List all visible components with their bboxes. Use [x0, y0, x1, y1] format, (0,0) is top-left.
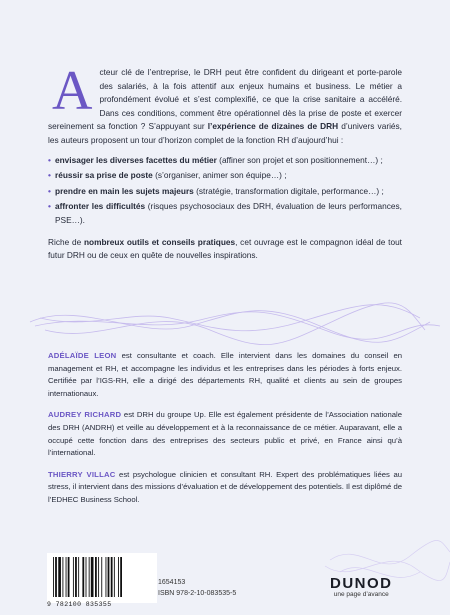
closing-paragraph [48, 236, 402, 263]
dropcap-letter: A [52, 60, 93, 122]
intro-end: d’univers variés, les auteurs proposent un tour d’horizon complet de la fonction RH d’aujourd’hui : [48, 121, 402, 145]
author-name: AUDREY RICHARD [48, 410, 122, 420]
description-text [48, 60, 402, 269]
product-codes [158, 577, 236, 599]
author-description: est consultante et coach. Elle intervient dans les domaines du conseil en management et RH, et accompagne les individus et les entreprises dans les périodes à forts enjeux. Certifiée par l’IGS-RH, elle a dirigé des départements RH, qualité et clients au sein de groupes internationaux. [48, 351, 402, 398]
author-bio [48, 409, 402, 459]
bullet-icon: • [48, 154, 51, 165]
author-bios [48, 350, 402, 516]
intro-paragraph [48, 60, 402, 148]
author-name: THIERRY VILLAC [48, 469, 116, 479]
bullet-icon: • [48, 185, 51, 196]
reference-code: 1654153 [158, 579, 186, 586]
closing-bold: nombreux outils et conseils pratiques [83, 236, 236, 247]
list-item-text: (risques psychosociaux des DRH, évaluation de leurs performances, PSE…). [55, 201, 402, 225]
list-item-bold: envisager les diverses facettes du métier [55, 154, 217, 165]
list-item [48, 185, 402, 199]
topics-list [48, 154, 402, 228]
publisher-name: DUNOD [330, 575, 393, 592]
list-item-text: (stratégie, transformation digitale, performance…) ; [193, 185, 384, 196]
list-item [48, 169, 402, 183]
intro-bold: l’expérience de dizaines de DRH [207, 121, 339, 132]
list-item [48, 154, 402, 168]
list-item-bold: réussir sa prise de poste [55, 170, 153, 181]
closing-end: , cet ouvrage est le compagnon idéal de tout futur DRH ou de ceux en quête de nouvelles inspirations. [48, 236, 402, 261]
list-item-text: (s’organiser, animer son équipe…) ; [152, 170, 287, 181]
bullet-icon: • [48, 170, 51, 181]
author-name: ADÉLAÏDE LEON [48, 351, 117, 360]
list-item-bold: prendre en main les sujets majeurs [55, 185, 194, 196]
author-description: est psychologue clinicien et consultant RH. Expert des problématiques liées au stress, il intervient dans des missions d’évaluation et de développement des potentiels. Il est diplômé de l’EDHEC Business School. [48, 469, 402, 504]
publisher-logo [330, 575, 393, 598]
list-item-text: (affiner son projet et son positionnement…) ; [216, 154, 383, 165]
list-item [48, 200, 402, 227]
bullet-icon: • [48, 201, 51, 212]
author-description: est DRH du groupe Up. Elle est également présidente de l’Association nationale des DRH (ANDRH) et veille au développement et à la reconnaissance de ce métier. Auparavant, elle a occupé cette fonction dans des entreprises des secteurs public et privé, en France ainsi qu’à l’international. [48, 410, 402, 458]
barcode-icon [47, 553, 157, 603]
author-bio [48, 350, 402, 400]
barcode-digits: 9 782100 835355 [47, 601, 112, 608]
publisher-tagline: une page d’avance [333, 591, 389, 598]
intro-text: cteur clé de l’entreprise, le DRH peut être confident du dirigeant et porte-parole des salariés, à la fois attentif aux enjeux humains et business. Le métier a profondément évolué et s’est complexifié, ce que la crise sanitaire a accéléré. Dans ces conditions, comment être opérationnel dès la prise de poste et exercer sereinement sa fonction ? S’appuyant sur [48, 67, 402, 132]
author-bio [48, 469, 402, 507]
list-item-bold: affronter les difficultés [55, 201, 146, 212]
isbn-code: ISBN 978-2-10-083535-5 [158, 590, 237, 597]
closing-start: Riche de [48, 236, 84, 247]
